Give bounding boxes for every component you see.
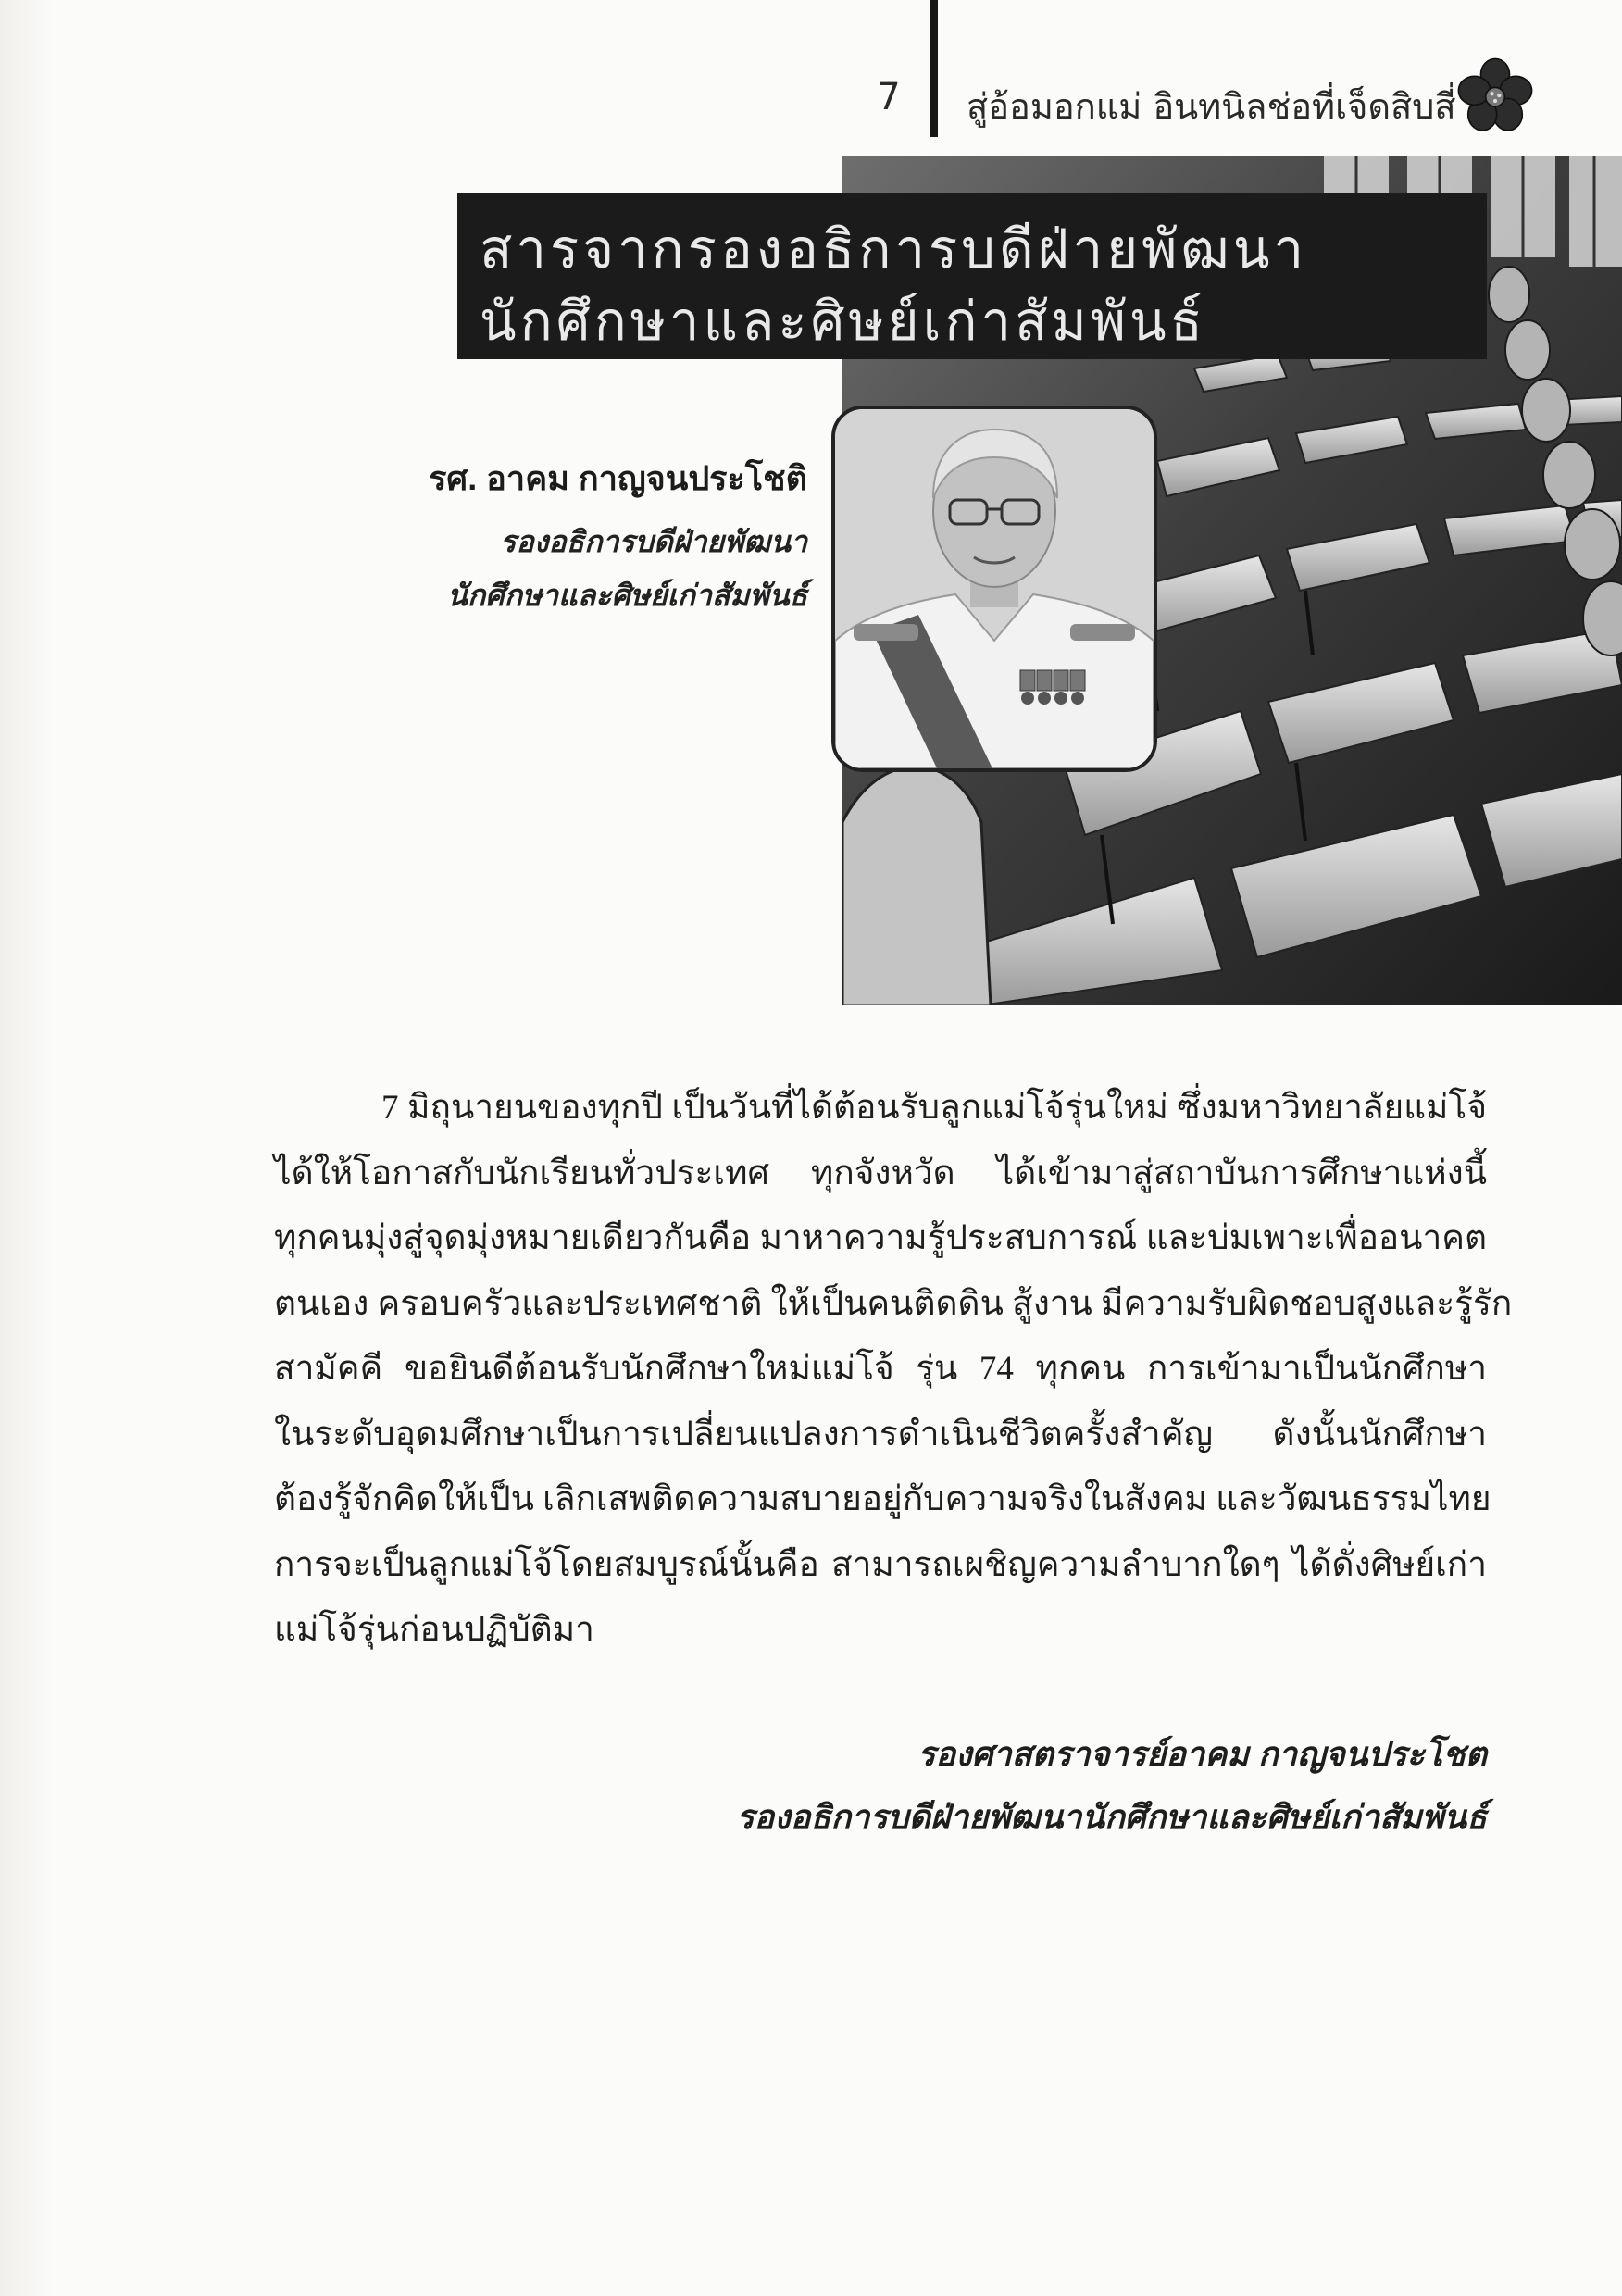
body-line-7: ต้องรู้จักคิดให้เป็น เลิกเสพติดความสบายอยู่กับความจริงในสังคม และวัฒนธรรมไทย (274, 1480, 1491, 1518)
portrait-image (835, 409, 1154, 768)
body-line-3: ทุกคนมุ่งสู่จุดมุ่งหมายเดียวกันคือ มาหาความรู้ประสบการณ์ และบ่มเพาะเพื่ออนาคต (274, 1219, 1487, 1257)
body-line-6: ในระดับอุดมศึกษาเป็นการเปลี่ยนแปลงการดำเนินชีวิตครั้งสำคัญ ดังนั้นนักศึกษา (274, 1415, 1487, 1454)
body-text (274, 1076, 1513, 1664)
page-number: 7 (877, 76, 901, 119)
author-name: รศ. อาคม กาญจนประโชติ (429, 459, 807, 497)
body-line-4: ตนเอง ครอบครัวและประเทศชาติ ให้เป็นคนติดดิน สู้งาน มีความรับผิดชอบสูงและรู้รัก (274, 1284, 1513, 1323)
body-line-1: 7 มิถุนายนของทุกปี เป็นวันที่ได้ต้อนรับลูกแม่โจ้รุ่นใหม่ ซึ่งมหาวิทยาลัยแม่โจ้ (381, 1089, 1487, 1127)
author-role-line-2: นักศึกษาและศิษย์เก่าสัมพันธ์ (447, 579, 807, 612)
body-line-5: สามัคคี ขอยินดีต้อนรับนักศึกษาใหม่แม่โจ้ รุ่น 74 ทุกคน การเข้ามาเป็นนักศึกษา (274, 1350, 1487, 1388)
body-line-9: แม่โจ้รุ่นก่อนปฏิบัติมา (274, 1611, 594, 1649)
title-line-1: สารจากรองอธิการบดีฝ่ายพัฒนา (480, 218, 1308, 281)
body-line-2: ได้ให้โอกาสกับนักเรียนทั่วประเทศ ทุกจังหวัด ได้เข้ามาสู่สถาบันการศึกษาแห่งนี้ (274, 1154, 1487, 1192)
body-line-8: การจะเป็นลูกแม่โจ้โดยสมบูรณ์นั้นคือ สามารถเผชิญความลำบากใดๆ ได้ดั่งศิษย์เก่า (274, 1545, 1487, 1584)
scan-edge (0, 0, 56, 2296)
title-banner (457, 193, 1487, 359)
title-line-2: นักศึกษาและศิษย์เก่าสัมพันธ์ (480, 290, 1207, 353)
flower-icon (1455, 56, 1535, 135)
signature-position: รองอธิการบดีฝ่ายพัฒนานักศึกษาและศิษย์เก่าสัมพันธ์ (736, 1798, 1487, 1836)
running-title: สู่อ้อมอกแม่ อินทนิลช่อที่เจ็ดสิบสี่ (967, 86, 1456, 127)
header-divider (930, 0, 938, 137)
author-portrait (831, 406, 1157, 772)
signature-name: รองศาสตราจารย์อาคม กาญจนประโชต (917, 1735, 1487, 1773)
author-role-line-1: รองอธิการบดีฝ่ายพัฒนา (500, 525, 807, 558)
